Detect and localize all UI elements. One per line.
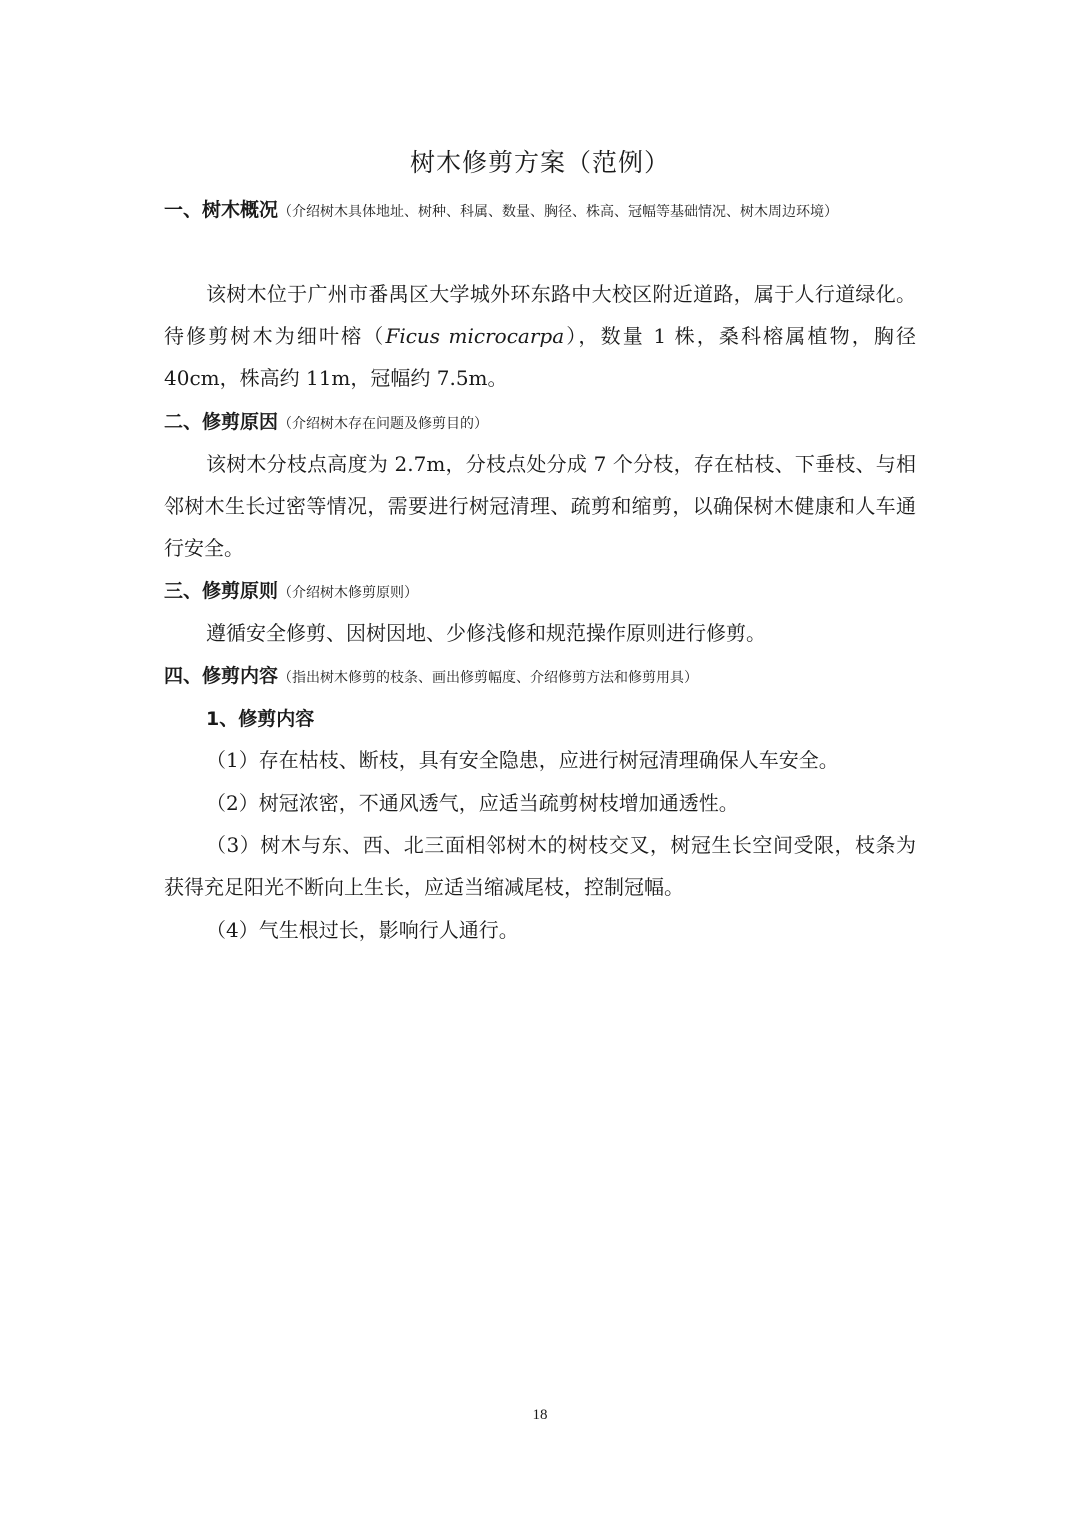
section-heading-note: （介绍树木具体地址、树种、科属、数量、胸径、株高、冠幅等基础情况、树木周边环境） [278,204,839,220]
subsection-heading: 1、修剪内容 [206,708,315,730]
section-heading-principle [164,572,924,612]
section-heading-label: 三、修剪原则 [164,580,279,602]
reason-paragraph: 该树木分枝点高度为 2.7m，分枝点处分成 7 个分枝，存在枯枝、下垂枝、与相邻树木生长过密等情况，需要进行树冠清理、疏剪和缩剪，以确保树木健康和人车通行安全。 [164,452,916,560]
list-item: （4）气生根过长，影响行人通行。 [206,918,519,942]
section-heading-label: 二、修剪原因 [164,411,279,433]
section-heading-overview [164,191,924,231]
list-item: （1）存在枯枝、断枝，具有安全隐患，应进行树冠清理确保人车安全。 [206,748,839,772]
overview-text-start: 该树木位于广州市番禺区大学城外环东路中大校区附近道路，属于人行道绿化。待修剪树木为细叶榕（ [164,282,916,348]
section-heading-note: （指出树木修剪的枝条、画出修剪幅度、介绍修剪方法和修剪用具） [278,670,699,686]
section-heading-label: 一、树木概况 [164,199,279,221]
principle-paragraph: 遵循安全修剪、因树因地、少修浅修和规范操作原则进行修剪。 [206,621,766,645]
page-number: 18 [532,1407,548,1423]
overview-paragraph [164,273,916,399]
section-heading-note: （介绍树木修剪原则） [278,585,419,601]
section-heading-label: 四、修剪内容 [164,665,279,687]
overview-text-end: ），数量 1 株，桑科榕属植物，胸径 40cm，株高约 11m，冠幅约 7.5m。 [164,324,916,390]
page-title: 树木修剪方案（范例） [409,148,670,177]
section-heading-content [164,657,924,697]
species-latin-name: Ficus microcarpa [385,324,565,348]
list-item: （3）树木与东、西、北三面相邻树木的树枝交叉，树冠生长空间受限，枝条为获得充足阳光不断向上生长，应适当缩减尾枝，控制冠幅。 [164,833,916,899]
section-heading-reason [164,403,924,443]
list-item: （2）树冠浓密，不通风透气，应适当疏剪树枝增加通透性。 [206,791,739,815]
section-heading-note: （介绍树木存在问题及修剪目的） [278,416,489,432]
